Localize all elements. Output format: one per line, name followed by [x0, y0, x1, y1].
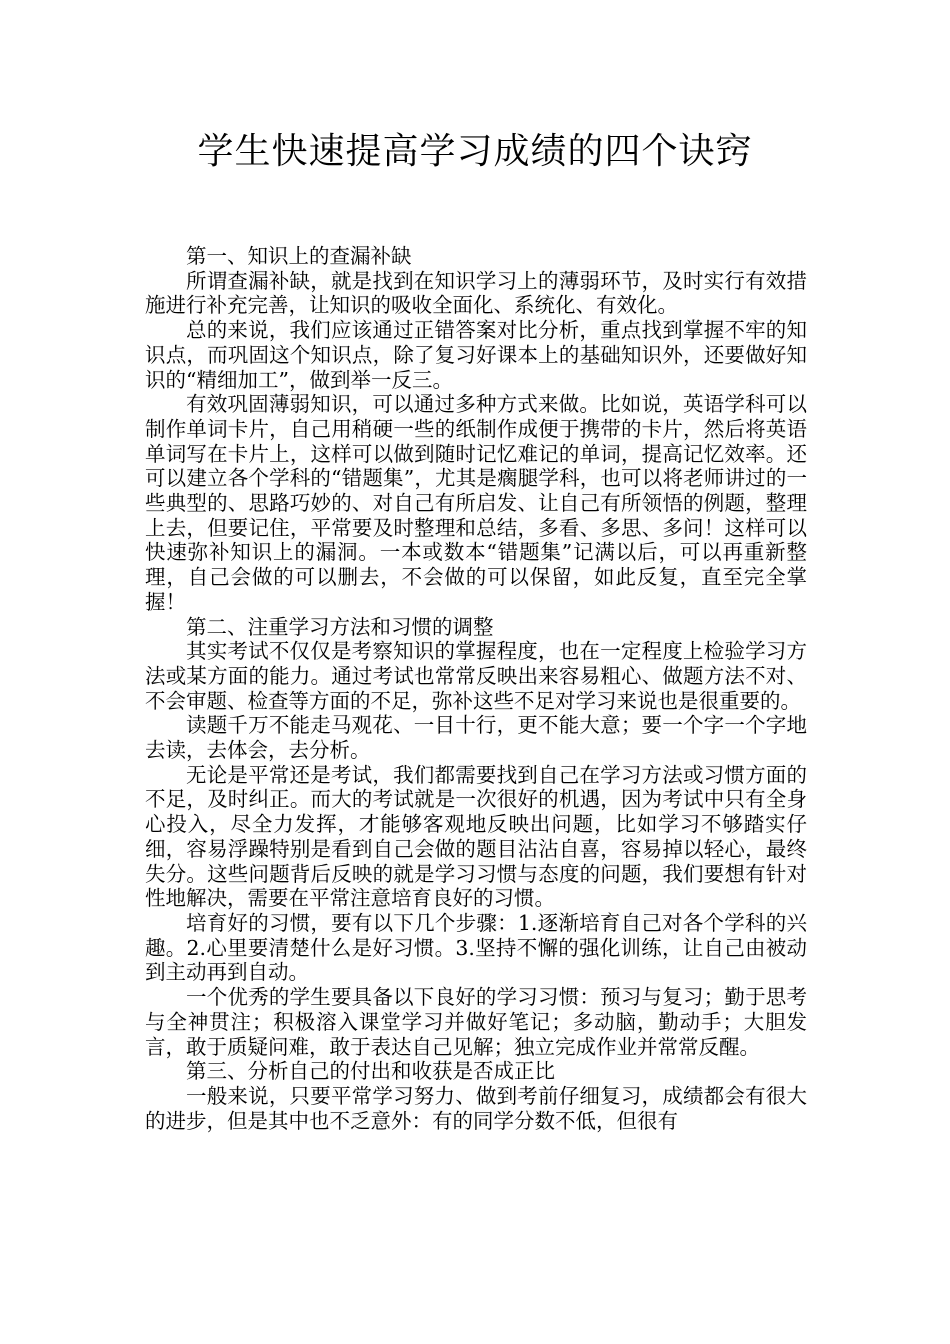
- section-heading-2: 第二、注重学习方法和习惯的调整: [186, 614, 494, 639]
- paragraph: 一个优秀的学生要具备以下良好的学习习惯：预习与复习；勤于思考与全神贯注；积极溶入课堂学习并做好笔记；多动脑，勤动手；大胆发言，敢于质疑问难，敢于表达自己见解；独立完成作业并常常反醒。: [145, 985, 807, 1059]
- paragraph: 其实考试不仅仅是考察知识的掌握程度，也在一定程度上检验学习方法或某方面的能力。通过考试也常常反映出来容易粗心、做题方法不对、不会审题、检查等方面的不足，弥补这些不足对学习来说也是很重要的。: [145, 639, 807, 713]
- document-body: [145, 244, 807, 1133]
- paragraph: 读题千万不能走马观花、一目十行，更不能大意；要一个字一个字地去读，去体会，去分析。: [145, 713, 807, 763]
- section-heading-1: 第一、知识上的查漏补缺: [186, 244, 412, 268]
- paragraph: 培育好的习惯，要有以下几个步骤：1.逐渐培育自己对各个学科的兴趣。2.心里要清楚什么是好习惯。3.坚持不懈的强化训练，让自己由被动到主动再到自动。: [145, 910, 807, 985]
- paragraph: 无论是平常还是考试，我们都需要找到自己在学习方法或习惯方面的不足，及时纠正。而大的考试就是一次很好的机遇，因为考试中只有全身心投入，尽全力发挥，才能够客观地反映出问题，比如学习不够踏实仔细，容易浮躁特别是看到自己会做的题目沾沾自喜，容易掉以轻心，最终失分。这些问题背后反映的就是学习习惯与态度的问题，我们要想有针对性地解决，需要在平常注意培育良好的习惯。: [145, 762, 807, 911]
- document-title: 学生快速提高学习成绩的四个诀窍: [197, 131, 753, 172]
- paragraph: 所谓查漏补缺，就是找到在知识学习上的薄弱环节，及时实行有效措施进行补充完善，让知识的吸收全面化、系统化、有效化。: [145, 268, 807, 318]
- section-heading-3: 第三、分析自己的付出和收获是否成正比: [186, 1059, 555, 1084]
- paragraph: 有效巩固薄弱知识，可以通过多种方式来做。比如说，英语学科可以制作单词卡片，自己用稍硬一些的纸制作成便于携带的卡片，然后将英语单词写在卡片上，这样可以做到随时记忆难记的单词，提高记忆效率。还可以建立各个学科的“错题集”，尤其是瘸腿学科，也可以将老师讲过的一些典型的、思路巧妙的、对自己有所启发、让自己有所领悟的例题，整理上去，但要记住，平常要及时整理和总结，多看、多思、多问！这样可以快速弥补知识上的漏洞。一本或数本“错题集”记满以后，可以再重新整理，自己会做的可以删去，不会做的可以保留，如此反复，直至完全掌握！: [145, 392, 807, 614]
- paragraph: 一般来说，只要平常学习努力、做到考前仔细复习，成绩都会有很大的进步，但是其中也不乏意外：有的同学分数不低，但很有: [145, 1083, 807, 1133]
- paragraph: 总的来说，我们应该通过正错答案对比分析，重点找到掌握不牢的知识点，而巩固这个知识点，除了复习好课本上的基础知识外，还要做好知识的“精细加工”，做到举一反三。: [145, 318, 807, 392]
